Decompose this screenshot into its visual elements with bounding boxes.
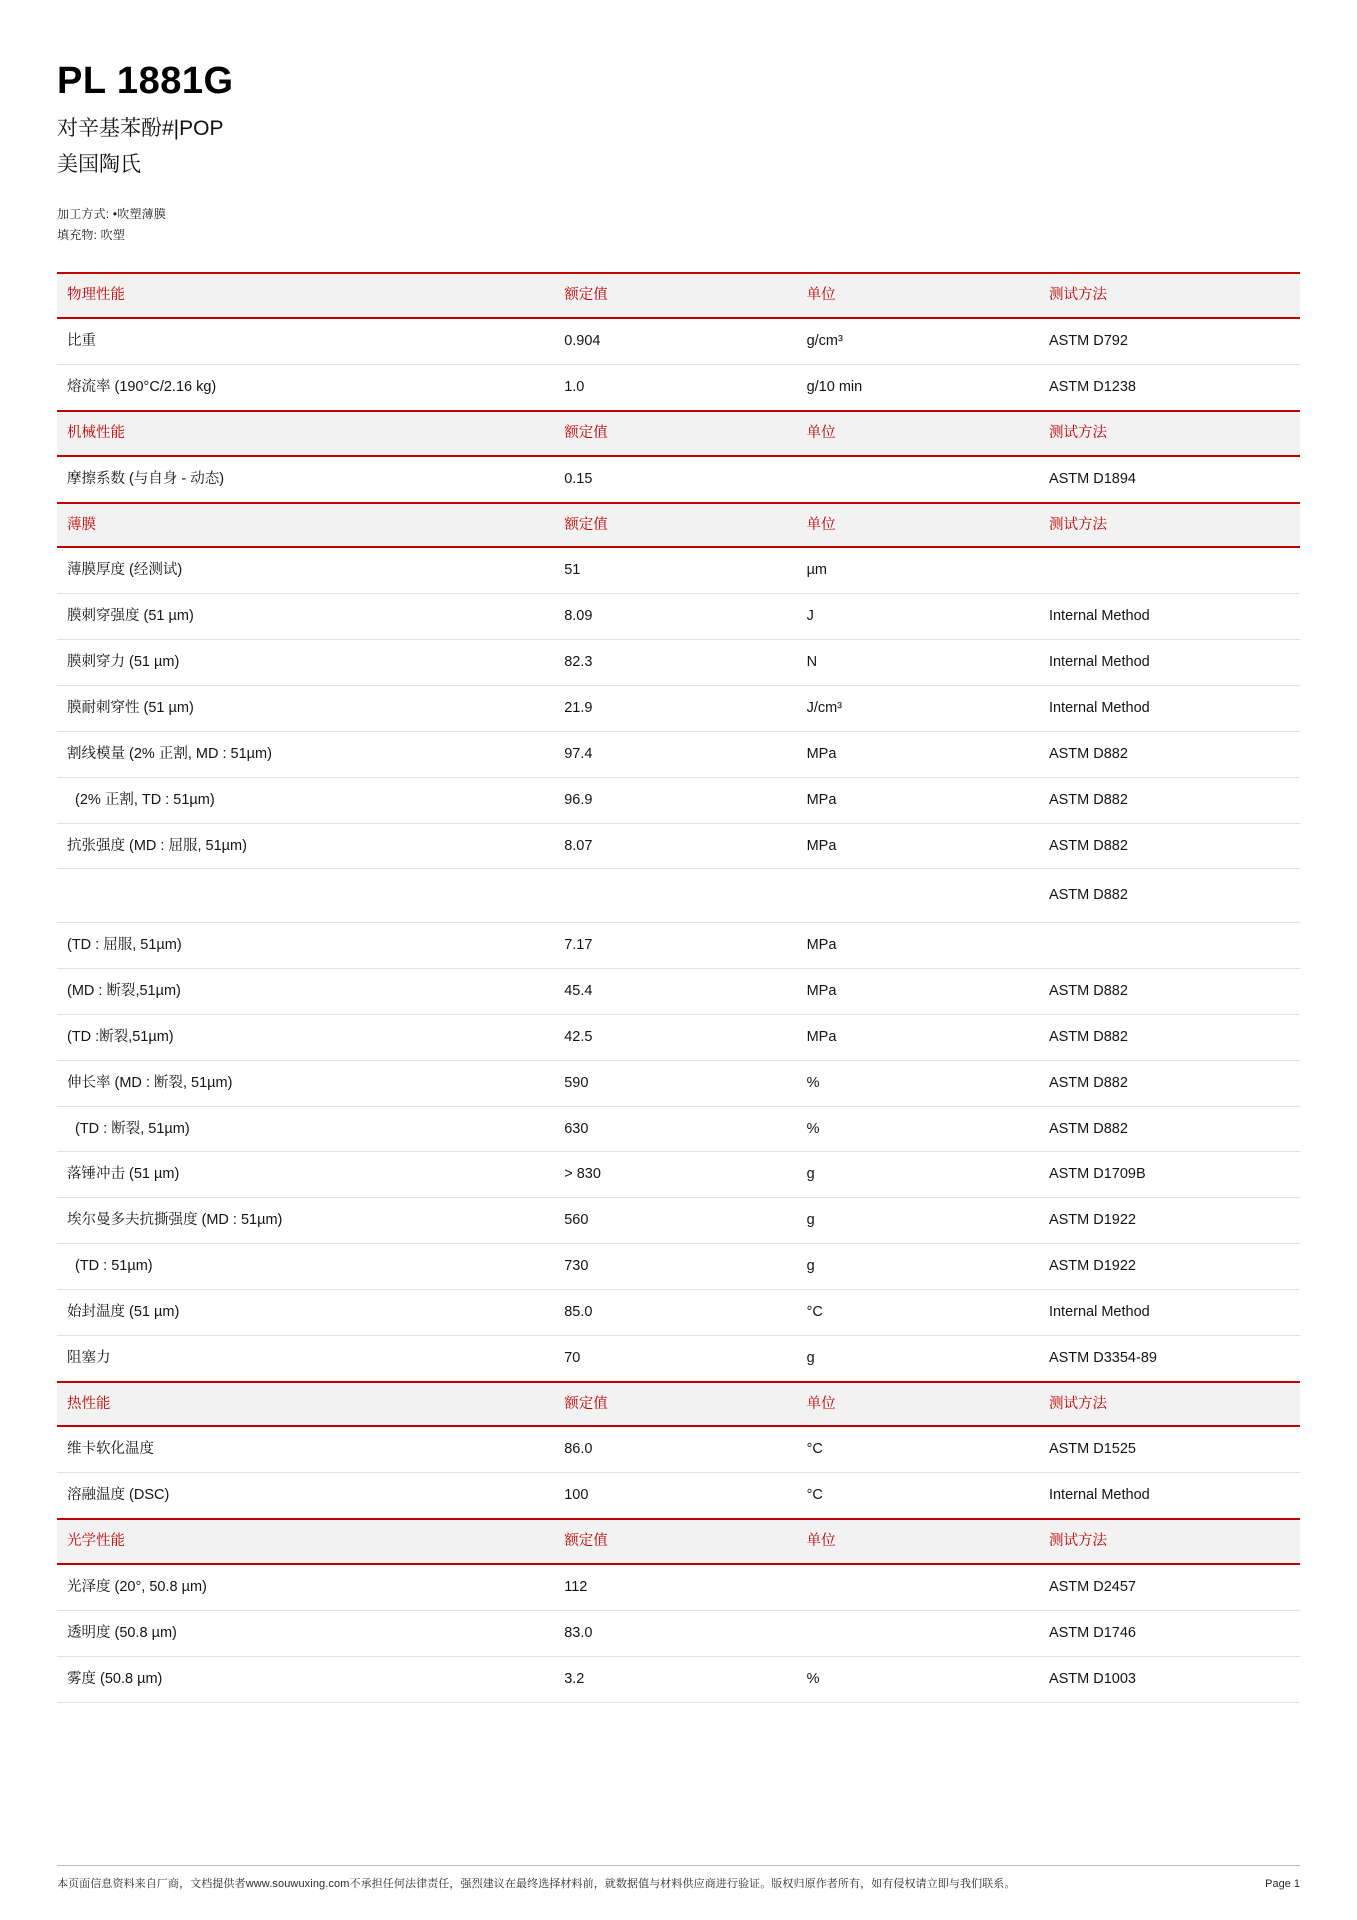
section-header-cell: 单位 xyxy=(797,411,1039,456)
property-name-cell: 摩擦系数 (与自身 - 动态) xyxy=(57,456,554,503)
rated-value-cell: 8.09 xyxy=(554,594,796,640)
product-manufacturer: 美国陶氏 xyxy=(57,153,141,177)
section-header-cell: 额定值 xyxy=(554,1519,796,1564)
section-header-cell: 物理性能 xyxy=(57,273,554,318)
section-header-cell: 额定值 xyxy=(554,503,796,548)
rated-value-cell: 630 xyxy=(554,1106,796,1152)
test-method-cell: Internal Method xyxy=(1039,685,1300,731)
unit-cell: % xyxy=(797,1106,1039,1152)
test-method-cell xyxy=(1039,547,1300,593)
rated-value-cell: 86.0 xyxy=(554,1426,796,1472)
table-row xyxy=(57,1564,1300,1610)
page-title: PL 1881G xyxy=(57,60,234,102)
test-method-cell xyxy=(1039,923,1300,969)
test-method-cell: ASTM D1894 xyxy=(1039,456,1300,503)
table-row xyxy=(57,1289,1300,1335)
section-header-cell: 单位 xyxy=(797,1519,1039,1564)
unit-cell: MPa xyxy=(797,823,1039,869)
rated-value-cell: 730 xyxy=(554,1244,796,1290)
table-row xyxy=(57,1426,1300,1472)
table-section-header xyxy=(57,1382,1300,1427)
test-method-cell: ASTM D882 xyxy=(1039,823,1300,869)
property-name-cell: 透明度 (50.8 µm) xyxy=(57,1610,554,1656)
rated-value-cell: 560 xyxy=(554,1198,796,1244)
page-number: Page 1 xyxy=(1265,1877,1300,1890)
unit-cell xyxy=(797,869,1039,923)
test-method-cell: ASTM D882 xyxy=(1039,1106,1300,1152)
test-method-cell: ASTM D1003 xyxy=(1039,1656,1300,1702)
test-method-cell: ASTM D882 xyxy=(1039,869,1300,923)
meta-processing-method: 加工方式: •吹塑薄膜 xyxy=(57,207,167,222)
rated-value-cell: 83.0 xyxy=(554,1610,796,1656)
footer-divider xyxy=(57,1865,1300,1866)
unit-cell: MPa xyxy=(797,923,1039,969)
test-method-cell: ASTM D882 xyxy=(1039,969,1300,1015)
unit-cell: % xyxy=(797,1656,1039,1702)
test-method-cell: ASTM D1922 xyxy=(1039,1198,1300,1244)
unit-cell: g/cm³ xyxy=(797,318,1039,364)
rated-value-cell: 590 xyxy=(554,1060,796,1106)
section-header-cell: 测试方法 xyxy=(1039,503,1300,548)
unit-cell xyxy=(797,1610,1039,1656)
rated-value-cell: 7.17 xyxy=(554,923,796,969)
unit-cell: °C xyxy=(797,1426,1039,1472)
test-method-cell: ASTM D882 xyxy=(1039,1060,1300,1106)
test-method-cell: Internal Method xyxy=(1039,594,1300,640)
table-row xyxy=(57,685,1300,731)
table-row xyxy=(57,318,1300,364)
test-method-cell: ASTM D1525 xyxy=(1039,1426,1300,1472)
table-row xyxy=(57,923,1300,969)
table-row xyxy=(57,1198,1300,1244)
table-section-header xyxy=(57,411,1300,456)
property-name-cell: 比重 xyxy=(57,318,554,364)
section-header-cell: 额定值 xyxy=(554,273,796,318)
test-method-cell: ASTM D792 xyxy=(1039,318,1300,364)
table-row xyxy=(57,1335,1300,1381)
property-name-cell: 维卡软化温度 xyxy=(57,1426,554,1472)
rated-value-cell: 96.9 xyxy=(554,777,796,823)
section-header-cell: 测试方法 xyxy=(1039,273,1300,318)
property-name-cell: 始封温度 (51 µm) xyxy=(57,1289,554,1335)
test-method-cell: Internal Method xyxy=(1039,640,1300,686)
unit-cell: J/cm³ xyxy=(797,685,1039,731)
table-row xyxy=(57,1060,1300,1106)
rated-value-cell: 8.07 xyxy=(554,823,796,869)
rated-value-cell: 42.5 xyxy=(554,1014,796,1060)
product-meta-list xyxy=(57,204,1300,246)
section-header-cell: 测试方法 xyxy=(1039,411,1300,456)
rated-value-cell: 82.3 xyxy=(554,640,796,686)
section-header-cell: 单位 xyxy=(797,503,1039,548)
rated-value-cell: 100 xyxy=(554,1473,796,1519)
property-name-cell: 熔流率 (190°C/2.16 kg) xyxy=(57,365,554,411)
property-name-cell: (TD : 51µm) xyxy=(57,1244,554,1290)
property-name-cell: 膜耐刺穿性 (51 µm) xyxy=(57,685,554,731)
unit-cell: N xyxy=(797,640,1039,686)
unit-cell: MPa xyxy=(797,1014,1039,1060)
meta-filler: 填充物: 吹塑 xyxy=(57,228,126,243)
table-section-header xyxy=(57,503,1300,548)
unit-cell: J xyxy=(797,594,1039,640)
unit-cell: g xyxy=(797,1335,1039,1381)
rated-value-cell: 70 xyxy=(554,1335,796,1381)
section-header-cell: 单位 xyxy=(797,1382,1039,1427)
unit-cell: g/10 min xyxy=(797,365,1039,411)
rated-value-cell xyxy=(554,869,796,923)
table-row xyxy=(57,456,1300,503)
property-name-cell: (TD : 断裂, 51µm) xyxy=(57,1106,554,1152)
rated-value-cell: 45.4 xyxy=(554,969,796,1015)
section-header-cell: 单位 xyxy=(797,273,1039,318)
test-method-cell: Internal Method xyxy=(1039,1289,1300,1335)
table-section-header xyxy=(57,273,1300,318)
table-row xyxy=(57,1610,1300,1656)
section-header-cell: 额定值 xyxy=(554,1382,796,1427)
property-name-cell: (MD : 断裂,51µm) xyxy=(57,969,554,1015)
unit-cell: g xyxy=(797,1198,1039,1244)
unit-cell: °C xyxy=(797,1473,1039,1519)
table-row xyxy=(57,1106,1300,1152)
table-section-header xyxy=(57,1519,1300,1564)
property-name-cell: 雾度 (50.8 µm) xyxy=(57,1656,554,1702)
test-method-cell: ASTM D882 xyxy=(1039,731,1300,777)
unit-cell xyxy=(797,1564,1039,1610)
unit-cell: MPa xyxy=(797,777,1039,823)
unit-cell: % xyxy=(797,1060,1039,1106)
table-row xyxy=(57,640,1300,686)
property-name-cell xyxy=(57,869,554,923)
property-name-cell: 割线模量 (2% 正割, MD : 51µm) xyxy=(57,731,554,777)
table-row xyxy=(57,1014,1300,1060)
section-header-cell: 热性能 xyxy=(57,1382,554,1427)
rated-value-cell: 51 xyxy=(554,547,796,593)
property-name-cell: 光泽度 (20°, 50.8 µm) xyxy=(57,1564,554,1610)
test-method-cell: ASTM D1922 xyxy=(1039,1244,1300,1290)
table-row xyxy=(57,969,1300,1015)
unit-cell: MPa xyxy=(797,731,1039,777)
product-subtitle: 对辛基苯酚#|POP xyxy=(57,116,224,140)
footer-disclaimer: 本页面信息资料来自厂商，文档提供者www.souwuxing.com不承担任何法律责任，强烈建议在最终选择材料前，就数据值与材料供应商进行验证。版权归原作者所有，如有侵权请立即与我们联系。 xyxy=(57,1877,1016,1890)
table-row xyxy=(57,1244,1300,1290)
section-header-cell: 测试方法 xyxy=(1039,1382,1300,1427)
rated-value-cell: 1.0 xyxy=(554,365,796,411)
property-name-cell: 膜刺穿力 (51 µm) xyxy=(57,640,554,686)
table-row xyxy=(57,777,1300,823)
unit-cell xyxy=(797,456,1039,503)
table-row xyxy=(57,869,1300,923)
property-name-cell: 薄膜厚度 (经测试) xyxy=(57,547,554,593)
test-method-cell: ASTM D882 xyxy=(1039,777,1300,823)
document-header xyxy=(57,0,1300,246)
rated-value-cell: 3.2 xyxy=(554,1656,796,1702)
unit-cell: g xyxy=(797,1244,1039,1290)
test-method-cell: ASTM D2457 xyxy=(1039,1564,1300,1610)
table-row xyxy=(57,1152,1300,1198)
property-name-cell: 溶融温度 (DSC) xyxy=(57,1473,554,1519)
property-name-cell: (TD :断裂,51µm) xyxy=(57,1014,554,1060)
rated-value-cell: 0.15 xyxy=(554,456,796,503)
section-header-cell: 机械性能 xyxy=(57,411,554,456)
property-name-cell: 膜刺穿强度 (51 µm) xyxy=(57,594,554,640)
rated-value-cell: > 830 xyxy=(554,1152,796,1198)
table-row xyxy=(57,823,1300,869)
test-method-cell: Internal Method xyxy=(1039,1473,1300,1519)
section-header-cell: 薄膜 xyxy=(57,503,554,548)
unit-cell: g xyxy=(797,1152,1039,1198)
rated-value-cell: 112 xyxy=(554,1564,796,1610)
rated-value-cell: 21.9 xyxy=(554,685,796,731)
property-name-cell: 伸长率 (MD : 断裂, 51µm) xyxy=(57,1060,554,1106)
property-name-cell: 抗张强度 (MD : 屈服, 51µm) xyxy=(57,823,554,869)
test-method-cell: ASTM D1746 xyxy=(1039,1610,1300,1656)
test-method-cell: ASTM D1709B xyxy=(1039,1152,1300,1198)
table-row xyxy=(57,1656,1300,1702)
rated-value-cell: 0.904 xyxy=(554,318,796,364)
test-method-cell: ASTM D1238 xyxy=(1039,365,1300,411)
test-method-cell: ASTM D882 xyxy=(1039,1014,1300,1060)
section-header-cell: 测试方法 xyxy=(1039,1519,1300,1564)
unit-cell: µm xyxy=(797,547,1039,593)
section-header-cell: 额定值 xyxy=(554,411,796,456)
property-name-cell: 埃尔曼多夫抗撕强度 (MD : 51µm) xyxy=(57,1198,554,1244)
section-header-cell: 光学性能 xyxy=(57,1519,554,1564)
property-name-cell: (TD : 屈服, 51µm) xyxy=(57,923,554,969)
test-method-cell: ASTM D3354-89 xyxy=(1039,1335,1300,1381)
table-row xyxy=(57,547,1300,593)
unit-cell: MPa xyxy=(797,969,1039,1015)
property-name-cell: (2% 正割, TD : 51µm) xyxy=(57,777,554,823)
table-row xyxy=(57,594,1300,640)
table-row xyxy=(57,365,1300,411)
table-row xyxy=(57,1473,1300,1519)
property-name-cell: 落锤冲击 (51 µm) xyxy=(57,1152,554,1198)
table-row xyxy=(57,731,1300,777)
property-name-cell: 阻塞力 xyxy=(57,1335,554,1381)
rated-value-cell: 85.0 xyxy=(554,1289,796,1335)
properties-table xyxy=(57,272,1300,1702)
unit-cell: °C xyxy=(797,1289,1039,1335)
document-footer xyxy=(57,1865,1300,1892)
rated-value-cell: 97.4 xyxy=(554,731,796,777)
